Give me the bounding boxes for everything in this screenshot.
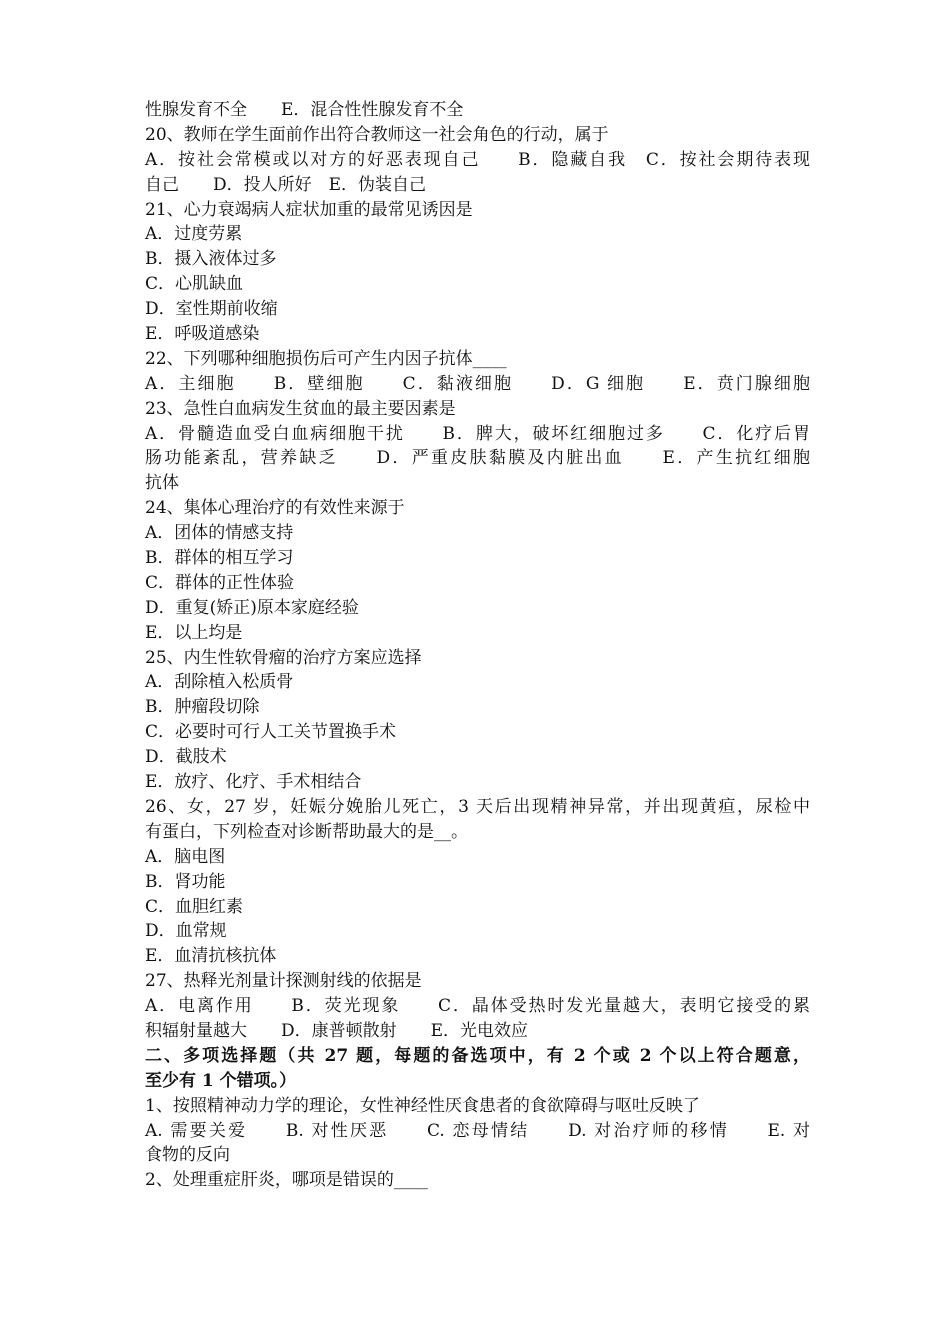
- text-line: D．室性期前收缩: [145, 299, 278, 320]
- text-line: A．刮除植入松质骨: [145, 672, 294, 693]
- text-line: A．过度劳累: [145, 224, 243, 245]
- text-line: A. 需要关爱 B. 对性厌恶 C. 恋母情结 D. 对治疗师的移情 E. 对: [145, 1120, 810, 1141]
- text-line: 食物的反向: [145, 1145, 230, 1166]
- section-heading-line: 至少有 1 个错项。）: [145, 1070, 297, 1091]
- section-heading-line: 二、多项选择题（共 27 题，每题的备选项中，有 2 个或 2 个以上符合题意，: [145, 1045, 810, 1066]
- text-line: E．以上均是: [145, 622, 243, 643]
- text-line: E．血清抗核抗体: [145, 946, 277, 967]
- text-line: A．按社会常模或以对方的好恶表现自己 B．隐藏自我 C．按社会期待表现: [145, 149, 810, 170]
- text-line: 自己 D．投人所好 E．伪装自己: [145, 174, 427, 195]
- text-line: 抗体: [145, 473, 179, 494]
- text-line: B．摄入液体过多: [145, 249, 277, 270]
- text-line: 21、心力衰竭病人症状加重的最常见诱因是: [145, 199, 473, 220]
- text-line: D．重复(矫正)原本家庭经验: [145, 597, 359, 618]
- text-line: 性腺发育不全 E．混合性性腺发育不全: [145, 100, 464, 120]
- text-line: 27、热释光剂量计探测射线的依据是: [145, 971, 422, 992]
- text-line: 26、女，27 岁，妊娠分娩胎儿死亡，3 天后出现精神异常，并出现黄疸，尿检中: [145, 796, 810, 817]
- text-line: 2、处理重症肝炎，哪项是错误的____: [145, 1170, 428, 1191]
- text-line: A．骨髓造血受白血病细胞干扰 B．脾大，破坏红细胞过多 C．化疗后胃: [145, 423, 810, 444]
- text-line: B．肿瘤段切除: [145, 697, 260, 718]
- text-line: 有蛋白，下列检查对诊断帮助最大的是__。: [145, 821, 468, 842]
- text-line: 22、下列哪种细胞损伤后可产生内因子抗体____: [145, 348, 507, 369]
- text-line: 24、集体心理治疗的有效性来源于: [145, 498, 405, 519]
- document-page: [145, 98, 810, 1193]
- text-line: 20、教师在学生面前作出符合教师这一社会角色的行动，属于: [145, 124, 609, 145]
- text-line: E．放疗、化疗、手术相结合: [145, 772, 362, 793]
- text-line: A．主细胞 B．壁细胞 C．黏液细胞 D．G 细胞 E．贲门腺细胞: [145, 373, 810, 394]
- text-line: 25、内生性软骨瘤的治疗方案应选择: [145, 647, 422, 668]
- text-line: A．电离作用 B．荧光现象 C．晶体受热时发光量越大，表明它接受的累: [145, 996, 810, 1017]
- text-line: 23、急性白血病发生贫血的最主要因素是: [145, 398, 456, 419]
- text-line: C．心肌缺血: [145, 274, 244, 295]
- text-line: B．群体的相互学习: [145, 548, 294, 569]
- text-line: D．血常规: [145, 921, 227, 942]
- text-line: 积辐射量越大 D．康普顿散射 E．光电效应: [145, 1020, 529, 1041]
- text-line: C．群体的正性体验: [145, 572, 295, 593]
- text-line: A．脑电图: [145, 846, 226, 867]
- text-line: 1、按照精神动力学的理论，女性神经性厌食患者的食欲障碍与呕吐反映了: [145, 1095, 700, 1116]
- text-line: B．肾功能: [145, 871, 226, 892]
- text-line: C．血胆红素: [145, 896, 244, 917]
- text-line: 肠功能紊乱，营养缺乏 D．严重皮肤黏膜及内脏出血 E．产生抗红细胞: [145, 448, 810, 469]
- text-line: D．截肢术: [145, 747, 227, 768]
- text-line: E．呼吸道感染: [145, 324, 260, 345]
- text-line: A．团体的情感支持: [145, 523, 294, 544]
- text-line: C．必要时可行人工关节置换手术: [145, 722, 397, 743]
